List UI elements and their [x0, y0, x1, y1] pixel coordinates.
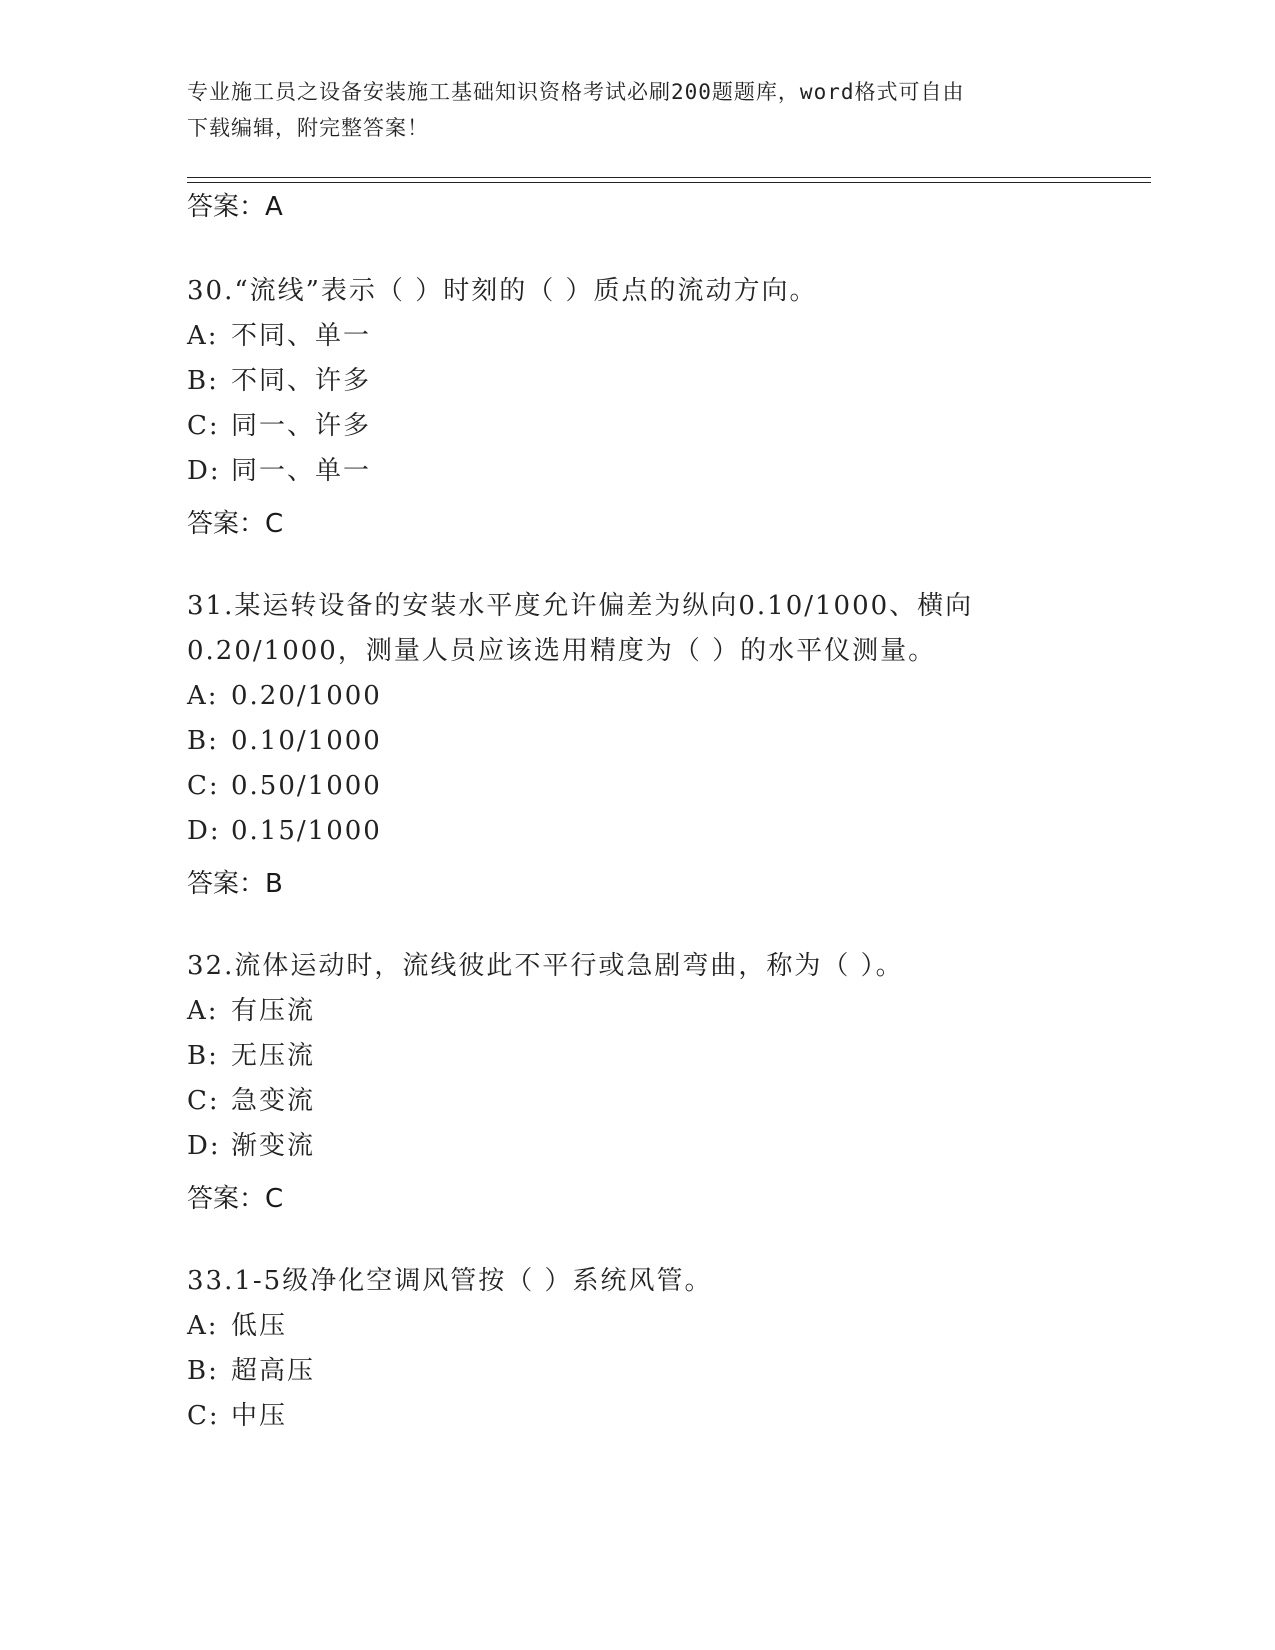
question-31-stem-line-2: 0.20/1000，测量人员应该选用精度为（ ）的水平仪测量。 [187, 636, 937, 666]
question-32-stem: 32.流体运动时，流线彼此不平行或急剧弯曲，称为（ ）。 [187, 951, 904, 981]
question-30-answer: 答案：C [187, 509, 284, 539]
question-30-option-c [187, 410, 371, 442]
header-title-line-2: 下载编辑，附完整答案！ [187, 116, 429, 140]
question-32-option-d [187, 1130, 315, 1162]
option-letter: D: [187, 456, 221, 486]
header-divider-top [187, 177, 1151, 178]
option-text: 有压流 [231, 996, 316, 1026]
question-33-stem: 33.1-5级净化空调风管按（ ）系统风管。 [187, 1266, 713, 1296]
question-30-option-d [187, 455, 371, 487]
option-letter: C: [187, 771, 220, 801]
question-31-answer: 答案：B [187, 869, 283, 899]
option-letter: A: [187, 1311, 219, 1341]
question-32-option-b [187, 1040, 315, 1072]
question-33-option-b [187, 1355, 315, 1387]
option-letter: A: [187, 321, 219, 351]
question-33-option-c [187, 1400, 287, 1432]
question-30-option-b [187, 365, 371, 397]
option-letter: B: [187, 1041, 219, 1071]
question-32-answer: 答案：C [187, 1184, 284, 1214]
question-31-option-a [187, 680, 382, 712]
option-letter: B: [187, 726, 219, 756]
option-letter: D: [187, 1131, 221, 1161]
question-31-option-c [187, 770, 382, 802]
option-text: 同一、许多 [231, 411, 372, 441]
question-32-option-a [187, 995, 315, 1027]
option-text: 中压 [231, 1401, 288, 1431]
question-31-option-d [187, 815, 382, 847]
option-text: 不同、单一 [231, 321, 372, 351]
option-letter: C: [187, 1401, 220, 1431]
option-text: 0.50/1000 [231, 771, 382, 801]
question-30-option-a [187, 320, 371, 352]
question-31-stem-line-1: 31.某运转设备的安装水平度允许偏差为纵向0.10/1000、横向 [187, 591, 974, 621]
question-32-option-c [187, 1085, 315, 1117]
question-31-option-b [187, 725, 382, 757]
header-divider-bottom [187, 182, 1151, 183]
option-text: 同一、单一 [231, 456, 372, 486]
option-text: 渐变流 [231, 1131, 316, 1161]
option-text: 0.15/1000 [231, 816, 382, 846]
previous-answer: 答案：A [187, 192, 283, 222]
option-text: 无压流 [231, 1041, 316, 1071]
option-letter: C: [187, 411, 220, 441]
option-letter: B: [187, 1356, 219, 1386]
option-text: 0.20/1000 [231, 681, 382, 711]
question-33-option-a [187, 1310, 287, 1342]
option-letter: B: [187, 366, 219, 396]
option-letter: D: [187, 816, 221, 846]
option-letter: C: [187, 1086, 220, 1116]
page-header [187, 74, 1087, 146]
question-30-stem: 30.“流线”表示（ ）时刻的（ ）质点的流动方向。 [187, 276, 818, 306]
option-letter: A: [187, 681, 219, 711]
option-text: 低压 [231, 1311, 288, 1341]
option-text: 超高压 [231, 1356, 316, 1386]
option-text: 不同、许多 [231, 366, 372, 396]
option-text: 急变流 [231, 1086, 316, 1116]
option-text: 0.10/1000 [231, 726, 382, 756]
option-letter: A: [187, 996, 219, 1026]
header-title-line-1: 专业施工员之设备安装施工基础知识资格考试必刷200题题库，word格式可自由 [187, 80, 965, 104]
